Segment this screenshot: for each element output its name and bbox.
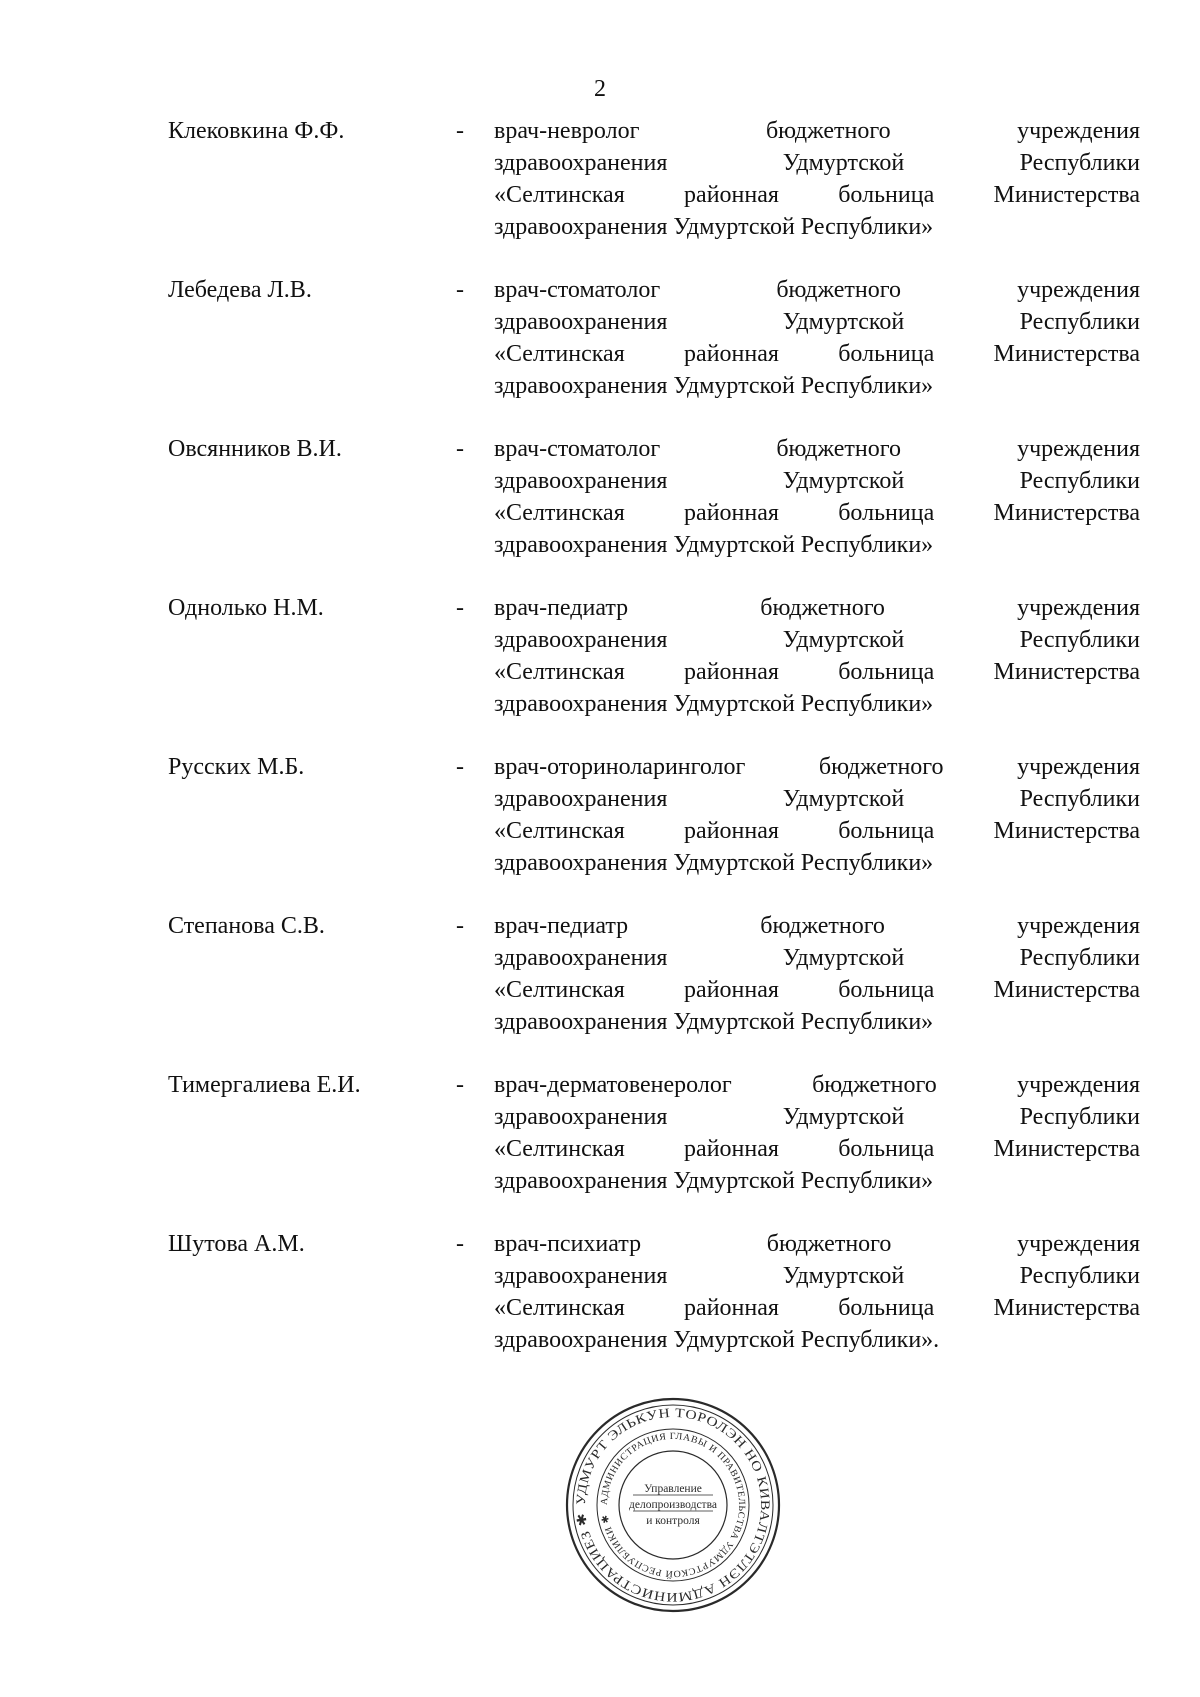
position-line: «Селтинская районная больница Министерства <box>494 977 1140 1003</box>
position-line: здравоохранения Удмуртской Республики <box>494 786 1140 812</box>
official-seal <box>563 1395 783 1615</box>
entry-dash: - <box>456 436 464 462</box>
position-line: здравоохранения Удмуртской Республики» <box>494 373 934 399</box>
position-line: здравоохранения Удмуртской Республики» <box>494 1009 934 1035</box>
entry-dash: - <box>456 913 464 939</box>
position-line: «Селтинская районная больница Министерства <box>494 1295 1140 1321</box>
staff-position <box>494 1069 1140 1197</box>
staff-name: Тимергалиева Е.И. <box>168 1072 361 1098</box>
staff-position <box>494 115 1140 243</box>
seal-graphic <box>563 1395 783 1615</box>
staff-name: Овсянников В.И. <box>168 436 342 462</box>
staff-position <box>494 592 1140 720</box>
position-line: врач-дерматовенеролог бюджетного учреждения <box>494 1072 1140 1098</box>
seal-center-text: делопроизводства <box>629 1499 717 1511</box>
staff-entry <box>0 433 1200 592</box>
position-line: врач-педиатр бюджетного учреждения <box>494 913 1140 939</box>
position-line: здравоохранения Удмуртской Республики». <box>494 1327 940 1353</box>
position-line: «Селтинская районная больница Министерства <box>494 1136 1140 1162</box>
staff-name: Шутова А.М. <box>168 1231 305 1257</box>
staff-position <box>494 274 1140 402</box>
position-line: здравоохранения Удмуртской Республики <box>494 1263 1140 1289</box>
staff-entry <box>0 274 1200 433</box>
position-line: здравоохранения Удмуртской Республики <box>494 309 1140 335</box>
position-line: «Селтинская районная больница Министерства <box>494 500 1140 526</box>
entry-dash: - <box>456 595 464 621</box>
position-line: здравоохранения Удмуртской Республики <box>494 468 1140 494</box>
position-line: здравоохранения Удмуртской Республики <box>494 150 1140 176</box>
position-line: врач-психиатр бюджетного учреждения <box>494 1231 1140 1257</box>
position-line: врач-стоматолог бюджетного учреждения <box>494 436 1140 462</box>
seal-center-text: Управление <box>644 1483 702 1495</box>
staff-name: Клековкина Ф.Ф. <box>168 118 345 144</box>
staff-name: Однолько Н.М. <box>168 595 324 621</box>
staff-name: Лебедева Л.В. <box>168 277 312 303</box>
position-line: здравоохранения Удмуртской Республики <box>494 1104 1140 1130</box>
position-line: здравоохранения Удмуртской Республики <box>494 627 1140 653</box>
entry-dash: - <box>456 277 464 303</box>
position-line: здравоохранения Удмуртской Республики» <box>494 850 934 876</box>
position-line: врач-стоматолог бюджетного учреждения <box>494 277 1140 303</box>
staff-entry <box>0 1228 1200 1387</box>
seal-ring-text: АДМИНИСТРАЦИЯ ГЛАВЫ И ПРАВИТЕЛЬСТВА УДМУРТСКОЙ РЕСПУБЛИКИ ✱ <box>599 1431 747 1579</box>
staff-list <box>0 115 1200 1387</box>
staff-entry <box>0 751 1200 910</box>
page-number: 2 <box>594 76 606 102</box>
position-line: «Селтинская районная больница Министерства <box>494 182 1140 208</box>
staff-name: Степанова С.В. <box>168 913 325 939</box>
staff-name: Русских М.Б. <box>168 754 305 780</box>
position-line: врач-оториноларинголог бюджетного учреждения <box>494 754 1140 780</box>
entry-dash: - <box>456 118 464 144</box>
staff-entry <box>0 1069 1200 1228</box>
seal-ring-text: УДМУРТ ЭЛЬКУН ТОРОЛЭН НО КИВАЛТЭТЛЭН АДМИНИСТРАЦИЕЗ ✱ <box>572 1404 774 1606</box>
staff-entry <box>0 115 1200 274</box>
position-line: здравоохранения Удмуртской Республики <box>494 945 1140 971</box>
position-line: здравоохранения Удмуртской Республики» <box>494 1168 934 1194</box>
entry-dash: - <box>456 754 464 780</box>
position-line: здравоохранения Удмуртской Республики» <box>494 691 934 717</box>
staff-entry <box>0 592 1200 751</box>
position-line: «Селтинская районная больница Министерства <box>494 818 1140 844</box>
entry-dash: - <box>456 1231 464 1257</box>
entry-dash: - <box>456 1072 464 1098</box>
position-line: здравоохранения Удмуртской Республики» <box>494 532 934 558</box>
staff-position <box>494 751 1140 879</box>
staff-position <box>494 433 1140 561</box>
staff-position <box>494 1228 1140 1356</box>
staff-position <box>494 910 1140 1038</box>
staff-entry <box>0 910 1200 1069</box>
seal-center-text: и контроля <box>646 1515 700 1527</box>
position-line: врач-невролог бюджетного учреждения <box>494 118 1140 144</box>
position-line: «Селтинская районная больница Министерства <box>494 659 1140 685</box>
position-line: здравоохранения Удмуртской Республики» <box>494 214 934 240</box>
position-line: «Селтинская районная больница Министерства <box>494 341 1140 367</box>
position-line: врач-педиатр бюджетного учреждения <box>494 595 1140 621</box>
